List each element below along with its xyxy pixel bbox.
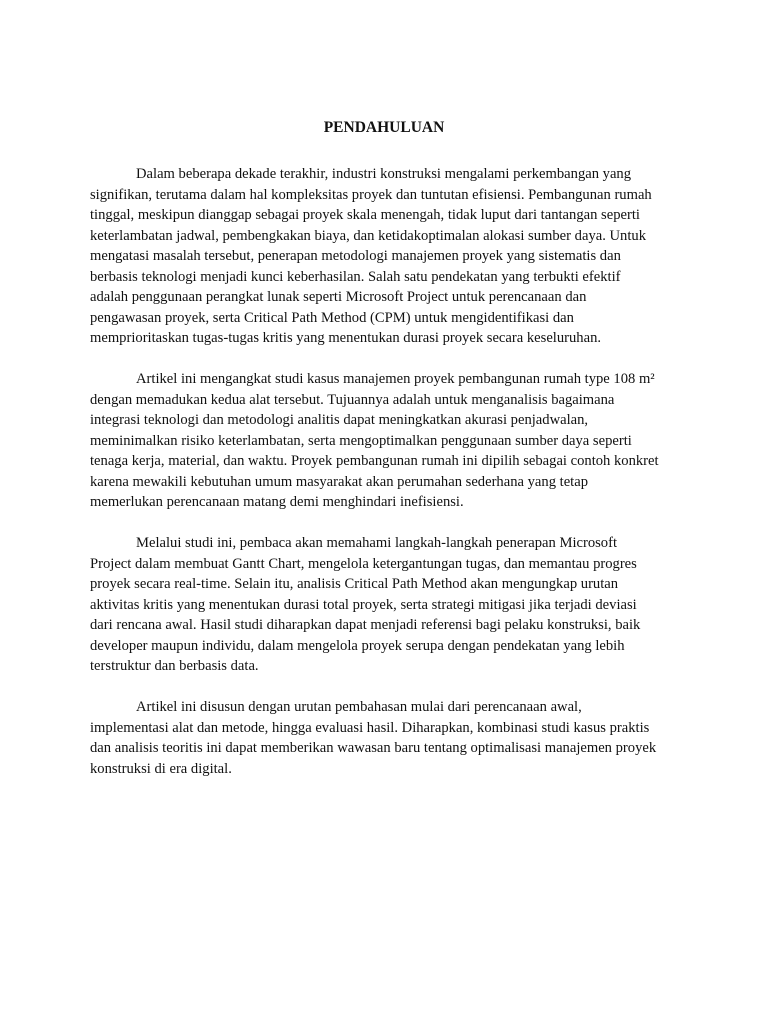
- paragraph-3: [90, 533, 690, 677]
- paragraph-line: dengan memadukan kedua alat tersebut. Tujuannya adalah untuk menganalisis bagaimana: [90, 391, 615, 408]
- paragraph-line: karena mewakili kebutuhan umum masyarakat akan perumahan sederhana yang tetap: [90, 473, 589, 490]
- paragraph-line: implementasi alat dan metode, hingga evaluasi hasil. Diharapkan, kombinasi studi kasus praktis: [90, 719, 650, 736]
- paragraph-line: Project dalam membuat Gantt Chart, mengelola ketergantungan tugas, dan memantau progres: [90, 555, 637, 572]
- paragraph-line: tenaga kerja, material, dan waktu. Proyek pembangunan rumah ini dipilih sebagai contoh konkret: [90, 453, 659, 469]
- paragraph-line: konstruksi di era digital.: [90, 760, 232, 777]
- paragraph-line: berbasis teknologi menjadi kunci keberhasilan. Salah satu pendekatan yang terbukti efektif: [90, 268, 621, 285]
- paragraph-line: meminimalkan risiko keterlambatan, serta mengoptimalkan penggunaan sumber daya seperti: [90, 432, 632, 449]
- paragraph-line: adalah penggunaan perangkat lunak seperti Microsoft Project untuk perencanaan dan: [90, 289, 587, 305]
- paragraph-1: [90, 164, 690, 349]
- paragraph-line: integrasi teknologi dan metodologi analitis dapat meningkatkan akurasi penjadwalan,: [90, 412, 589, 428]
- paragraph-line: developer maupun individu, dalam mengelola proyek serupa dengan pendekatan yang lebih: [90, 637, 625, 654]
- paragraph-line: Artikel ini mengangkat studi kasus manajemen proyek pembangunan rumah type 108 m²: [136, 371, 655, 387]
- paragraph-line: keterlambatan jadwal, pembengkakan biaya, dan ketidakoptimalan alokasi sumber daya. Untuk: [90, 227, 646, 244]
- paragraph-line: dan analisis teoritis ini dapat memberikan wawasan baru tentang optimalisasi manajemen proyek: [90, 740, 657, 756]
- paragraph-line: memprioritaskan tugas-tugas kritis yang menentukan durasi proyek secara keseluruhan.: [90, 330, 602, 346]
- paragraph-line: dari rencana awal. Hasil studi diharapkan dapat menjadi referensi bagi pelaku konstruksi, baik: [90, 617, 641, 633]
- paragraph-line: proyek secara real-time. Selain itu, analisis Critical Path Method akan mengungkap urutan: [90, 576, 619, 592]
- paragraph-line: memerlukan perencanaan matang demi menghindari inefisiensi.: [90, 494, 464, 510]
- paragraph-line: Melalui studi ini, pembaca akan memahami langkah-langkah penerapan Microsoft: [136, 535, 618, 551]
- document-title: PENDAHULUAN: [323, 119, 445, 136]
- paragraph-line: tinggal, meskipun dianggap sebagai proyek skala menengah, tidak luput dari tantangan seperti: [90, 207, 640, 223]
- paragraph-line: pengawasan proyek, serta Critical Path Method (CPM) untuk mengidentifikasi dan: [90, 309, 574, 326]
- document-body: [90, 164, 690, 800]
- paragraph-line: terstruktur dan berbasis data.: [90, 658, 259, 674]
- paragraph-line: Dalam beberapa dekade terakhir, industri konstruksi mengalami perkembangan yang: [136, 166, 632, 182]
- paragraph-line: signifikan, terutama dalam hal kompleksitas proyek dan tuntutan efisiensi. Pembangunan rumah: [90, 186, 652, 203]
- paragraph-2: [90, 369, 690, 513]
- paragraph-line: mengatasi masalah tersebut, penerapan metodologi manajemen proyek yang sistematis dan: [90, 248, 621, 264]
- paragraph-line: Artikel ini disusun dengan urutan pembahasan mulai dari perencanaan awal,: [136, 699, 582, 715]
- paragraph-line: aktivitas kritis yang menentukan durasi total proyek, serta strategi mitigasi jika terjadi deviasi: [90, 596, 637, 613]
- paragraph-4: [90, 697, 690, 779]
